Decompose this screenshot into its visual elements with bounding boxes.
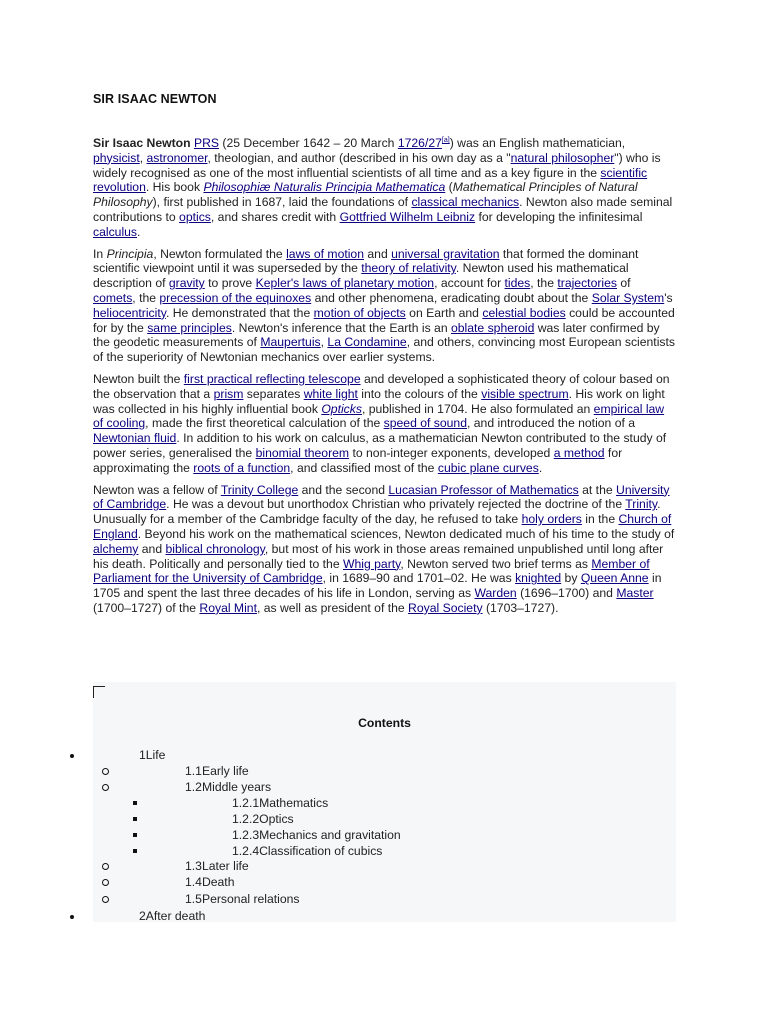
link-physicist[interactable]: physicist	[93, 150, 140, 165]
link-binomial-theorem[interactable]: binomial theorem	[255, 445, 350, 460]
link-alchemy[interactable]: alchemy	[93, 541, 139, 556]
link-calculus[interactable]: calculus	[93, 224, 138, 239]
circle-bullet-icon	[101, 763, 115, 779]
link-universal-gravitation[interactable]: universal gravitation	[391, 246, 500, 261]
link-speed-of-sound[interactable]: speed of sound	[383, 416, 467, 431]
link-reflecting-telescope[interactable]: first practical reflecting telescope	[183, 371, 361, 386]
toc-item-mathematics[interactable]: 1.2.1Mathematics	[232, 796, 329, 810]
link-theory-of-relativity[interactable]: theory of relativity	[361, 261, 456, 276]
link-same-principles[interactable]: same principles	[147, 320, 232, 335]
link-la-condamine[interactable]: La Condamine	[327, 335, 407, 350]
square-bullet-icon	[131, 795, 145, 811]
link-whig-party[interactable]: Whig party	[343, 556, 401, 571]
link-master[interactable]: Master	[616, 586, 654, 601]
link-keplers-laws[interactable]: Kepler's laws of planetary motion	[255, 276, 435, 291]
link-tides[interactable]: tides	[504, 276, 531, 291]
table-of-contents	[93, 682, 676, 922]
circle-bullet-icon	[101, 779, 115, 795]
link-heliocentricity[interactable]: heliocentricity	[93, 305, 166, 320]
square-bullet-icon	[131, 811, 145, 827]
link-warden[interactable]: Warden	[474, 586, 517, 601]
link-member-of-parliament[interactable]: Member of Parliament for the University of Cambridge	[93, 556, 650, 586]
disc-bullet-icon	[68, 908, 82, 924]
circle-bullet-icon	[101, 891, 115, 907]
career-paragraph: Newton was a fellow of Trinity College and the second Lucasian Professor of Mathematics at the University of Cambridge. He was a devout but unorthodox Christian who privately rejected the doctrine of the Trinity. Unusually for a member of the Cambridge faculty of the day, he refused to take holy orders in the Church of England. Beyond his work on the mathematical sciences, Newton dedicated much of his time to the study of alchemy and biblical chronology, but most of his work in those areas remained unpublished until long after his death. Politically and personally tied to the Whig party, Newton served two brief terms as Member of Parliament for the University of Cambridge, in 1689–90 and 1701–02. He was knighted by Queen Anne in 1705 and spent the last three decades of his life in London, serving as Warden (1696–1700) and Master (1700–1727) of the Royal Mint, as well as president of the Royal Society (1703–1727).	[93, 482, 675, 615]
intro-paragraph: Sir Isaac Newton PRS (25 December 1642 – 20 March 1726/27[a]) was an English mathematician, physicist, astronomer, theologian, and author (described in his own day as a "natural philosopher") who is widely recognised as one of the most influential scientists of all time and as a key figure in the scientific revolution. His book Philosophiæ Naturalis Principia Mathematica (Mathematical Principles of Natural Philosophy), first published in 1687, laid the foundations of classical mechanics. Newton also made seminal contributions to optics, and shares credit with Gottfried Wilhelm Leibniz for developing the infinitesimal calculus.	[93, 136, 673, 239]
link-leibniz[interactable]: Gottfried Wilhelm Leibniz	[339, 209, 476, 224]
link-a-method[interactable]: a method	[553, 445, 605, 460]
toc-item-early-life[interactable]: 1.1Early life	[185, 764, 249, 778]
toc-item-life[interactable]: 1Life	[139, 748, 166, 762]
toc-item-after-death[interactable]: 2After death	[139, 909, 206, 923]
link-solar-system[interactable]: Solar System	[591, 290, 665, 305]
link-newtonian-fluid[interactable]: Newtonian fluid	[93, 431, 177, 446]
toc-item-classification-of-cubics[interactable]: 1.2.4Classification of cubics	[232, 844, 383, 858]
link-date[interactable]: 1726/27	[397, 136, 442, 150]
toc-title: Contents	[358, 716, 411, 730]
subject-name: Sir Isaac Newton	[93, 136, 191, 150]
link-astronomer[interactable]: astronomer	[146, 150, 208, 165]
link-queen-anne[interactable]: Queen Anne	[580, 571, 649, 586]
square-bullet-icon	[131, 843, 145, 859]
link-maupertuis[interactable]: Maupertuis	[260, 335, 321, 350]
link-visible-spectrum[interactable]: visible spectrum	[481, 386, 569, 401]
toc-item-middle-years[interactable]: 1.2Middle years	[185, 780, 272, 794]
link-comets[interactable]: comets	[93, 290, 133, 305]
article-body	[93, 92, 676, 616]
square-bullet-icon	[131, 827, 145, 843]
link-gravity[interactable]: gravity	[168, 276, 205, 291]
link-knighted[interactable]: knighted	[515, 571, 562, 586]
link-prs[interactable]: PRS	[193, 136, 219, 150]
link-roots-of-a-function[interactable]: roots of a function	[193, 460, 291, 475]
link-scientific-revolution[interactable]: scientific revolution	[93, 165, 648, 195]
circle-bullet-icon	[101, 874, 115, 890]
link-lucasian-professor[interactable]: Lucasian Professor of Mathematics	[388, 482, 579, 497]
link-precession[interactable]: precession of the equinoxes	[159, 290, 312, 305]
link-royal-society[interactable]: Royal Society	[408, 600, 483, 615]
link-laws-of-motion[interactable]: laws of motion	[286, 246, 364, 261]
link-celestial-bodies[interactable]: celestial bodies	[482, 305, 566, 320]
corner-icon	[93, 686, 105, 698]
link-motion-of-objects[interactable]: motion of objects	[313, 305, 406, 320]
toc-item-mechanics-and-gravitation[interactable]: 1.2.3Mechanics and gravitation	[232, 828, 401, 842]
link-trajectories[interactable]: trajectories	[557, 276, 617, 291]
footnote-ref-a[interactable]: [a]	[441, 136, 450, 144]
link-law-of-cooling[interactable]: empirical law of cooling	[93, 401, 665, 431]
link-holy-orders[interactable]: holy orders	[521, 512, 582, 527]
principia-paragraph: In Principia, Newton formulated the laws of motion and universal gravitation that formed the dominant scientific viewpoint until it was superseded by the theory of relativity. Newton used his mathematical description of gravity to prove Kepler's laws of planetary motion, account for tides, the trajectories of comets, the precession of the equinoxes and other phenomena, eradicating doubt about the Solar System's heliocentricity. He demonstrated that the motion of objects on Earth and celestial bodies could be accounted for by the same principles. Newton's inference that the Earth is an oblate spheroid was later confirmed by the geodetic measurements of Maupertuis, La Condamine, and others, convincing most European scientists of the superiority of Newtonian mechanics over earlier systems.	[93, 246, 675, 365]
link-royal-mint[interactable]: Royal Mint	[199, 600, 257, 615]
link-optics[interactable]: optics	[179, 209, 211, 224]
circle-bullet-icon	[101, 858, 115, 874]
link-trinity[interactable]: Trinity	[625, 497, 658, 512]
optics-paragraph: Newton built the first practical reflecting telescope and developed a sophisticated theory of colour based on the observation that a prism separates white light into the colours of the visible spectrum. His work on light was collected in his highly influential book Opticks, published in 1704. He also formulated an empirical law of cooling, made the first theoretical calculation of the speed of sound, and introduced the notion of a Newtonian fluid. In addition to his work on calculus, as a mathematician Newton contributed to the study of power series, generalised the binomial theorem to non-integer exponents, developed a method for approximating the roots of a function, and classified most of the cubic plane curves.	[93, 371, 670, 475]
link-oblate-spheroid[interactable]: oblate spheroid	[451, 320, 535, 335]
link-trinity-college[interactable]: Trinity College	[220, 482, 299, 497]
link-biblical-chronology[interactable]: biblical chronology	[165, 541, 265, 556]
link-natural-philosopher[interactable]: natural philosopher	[510, 150, 615, 165]
link-classical-mechanics[interactable]: classical mechanics	[411, 195, 520, 210]
toc-item-death[interactable]: 1.4Death	[185, 875, 235, 889]
link-prism[interactable]: prism	[213, 386, 244, 401]
page-title: SIR ISAAC NEWTON	[93, 92, 217, 106]
link-principia[interactable]: Philosophiæ Naturalis Principia Mathematica	[203, 180, 446, 195]
link-cubic-plane-curves[interactable]: cubic plane curves	[437, 460, 539, 475]
link-opticks[interactable]: Opticks	[321, 401, 362, 416]
link-university-of-cambridge[interactable]: University of Cambridge	[93, 482, 670, 512]
toc-item-personal-relations[interactable]: 1.5Personal relations	[185, 892, 300, 906]
link-church-of-england[interactable]: Church of England	[93, 512, 672, 541]
disc-bullet-icon	[68, 747, 82, 763]
toc-item-optics[interactable]: 1.2.2Optics	[232, 812, 294, 826]
link-white-light[interactable]: white light	[303, 386, 358, 401]
toc-toggle-checkbox[interactable]	[93, 686, 105, 698]
toc-item-later-life[interactable]: 1.3Later life	[185, 859, 249, 873]
